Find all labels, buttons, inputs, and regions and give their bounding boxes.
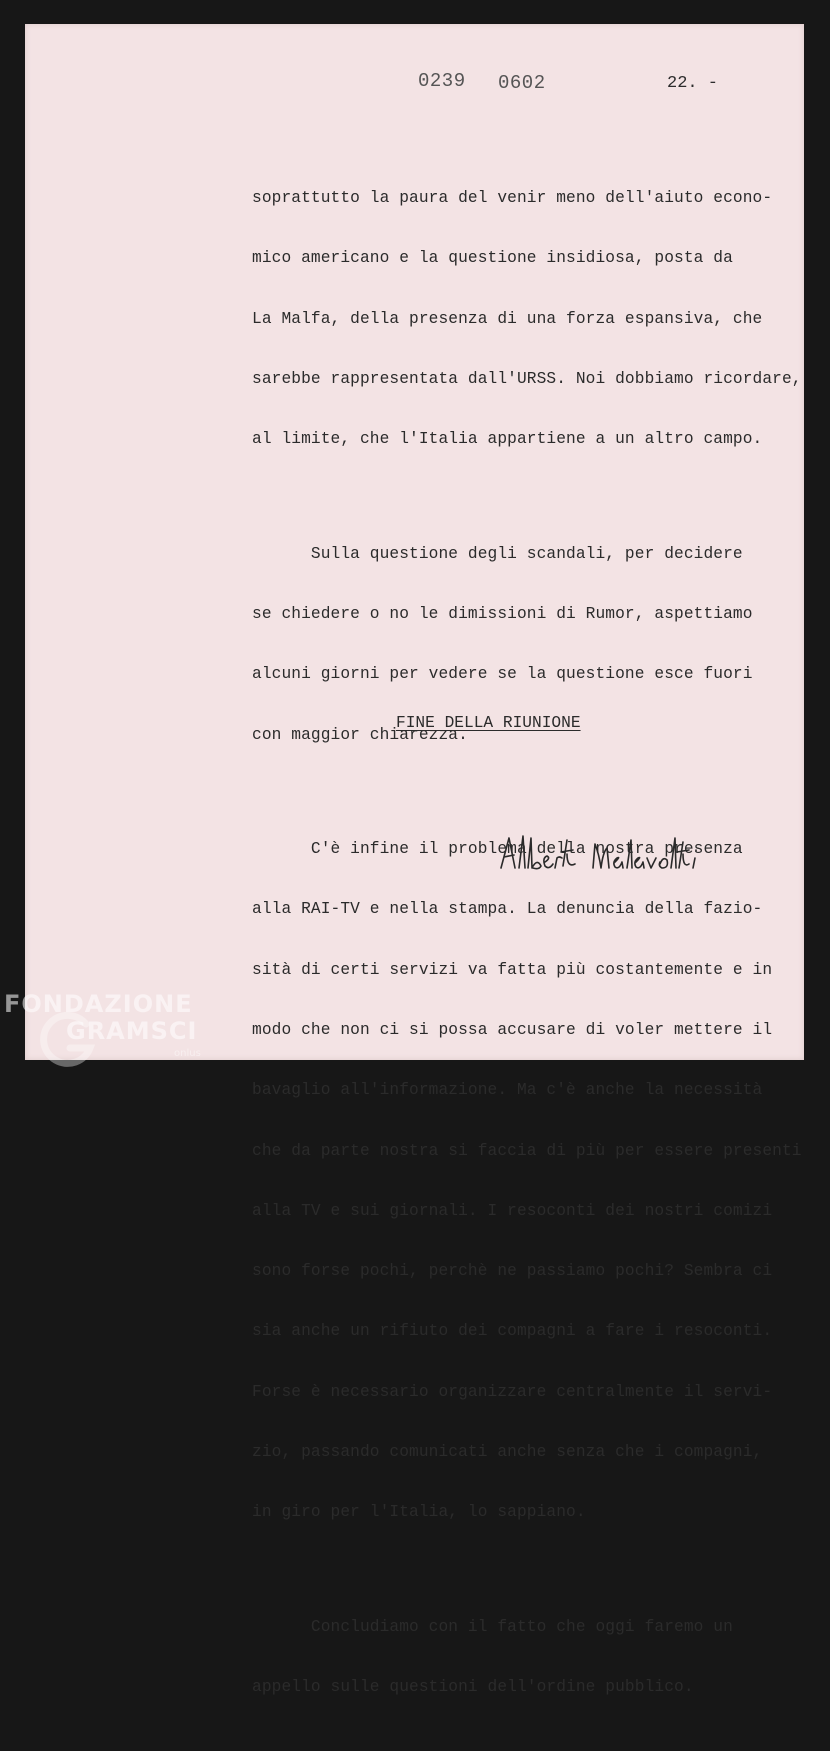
text-line: Forse è necessario organizzare centralmente il servi- [252,1382,773,1401]
text-line: alla RAI-TV e nella stampa. La denuncia della fazio- [252,900,763,919]
paragraph-2 [252,504,797,785]
fondazione-gramsci-watermark [4,990,214,1075]
document-body [252,148,802,1751]
text-line: sarebbe rappresentata dall'URSS. Noi dobbiamo ricordare, [252,370,802,389]
page-number: 22. - [667,74,719,93]
paragraph-3 [252,799,802,1563]
text-line: alcuni giorni per vedere se la questione esce fuori [252,665,753,684]
handwritten-signature [495,824,725,879]
archive-number-right: 0602 [498,72,546,94]
paragraph-1 [252,148,802,490]
text-line: zio, passando comunicati anche senza che i compagni, [252,1442,763,1461]
text-line: al limite, che l'Italia appartiene a un altro campo. [252,430,763,449]
watermark-small: onlus [174,1048,201,1059]
text-line: sia anche un rifiuto dei compagni a fare i resoconti. [252,1322,773,1341]
text-line: mico americano e la questione insidiosa, posta da [252,249,733,268]
text-line: La Malfa, della presenza di una forza espansiva, che [252,309,763,328]
text-line: se chiedere o no le dimissioni di Rumor, aspettiamo [252,605,753,624]
text-line: appello sulle questioni dell'ordine pubblico. [252,1677,694,1696]
closing-heading: FINE DELLA RIUNIONE [396,714,581,732]
text-line: modo che non ci si possa accusare di voler mettere il [252,1020,773,1039]
text-line: che da parte nostra si faccia di più per essere presenti [252,1141,802,1160]
text-line: Concludiamo con il fatto che oggi faremo un [252,1617,733,1636]
text-line: C'è infine il problema della nostra presenza [252,840,743,859]
text-line: con maggior chiarezza. [252,725,468,744]
signature-image [495,824,725,874]
text-line: soprattutto la paura del venir meno dell'aiuto econo- [252,189,773,208]
watermark-line2: GRAMSCI [66,1017,198,1045]
watermark-line1: FONDAZIONE [4,990,193,1018]
text-line: sono forse pochi, perchè ne passiamo pochi? Sembra ci [252,1262,773,1281]
text-line: sità di certi servizi va fatta più costantemente e in [252,960,773,979]
archive-number-left: 0239 [418,70,466,92]
text-line: in giro per l'Italia, lo sappiano. [252,1503,586,1522]
text-line: bavaglio all'informazione. Ma c'è anche la necessità [252,1081,763,1100]
text-line: alla TV e sui giornali. I resoconti dei nostri comizi [252,1201,773,1220]
paragraph-4 [252,1576,797,1737]
text-line: Sulla questione degli scandali, per decidere [252,544,743,563]
document-page [25,24,804,1696]
